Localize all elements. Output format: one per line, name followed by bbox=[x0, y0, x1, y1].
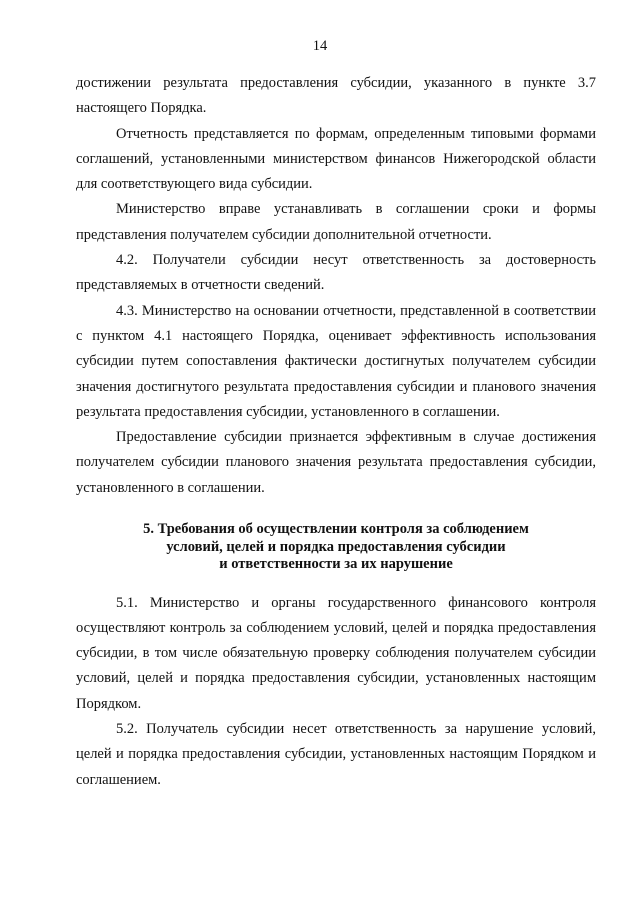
paragraph-5-2: 5.2. Получатель субсидии несет ответственность за нарушение условий, целей и порядка предоставления субсидии, установленных настоящим Порядком и соглашением. bbox=[76, 721, 596, 788]
section-heading-line: условий, целей и порядка предоставления субсидии bbox=[166, 538, 506, 555]
paragraph-effectiveness: Предоставление субсидии признается эффективным в случае достижения получателем субсидии планового значения результата предоставления субсидии, установленного в соглашении. bbox=[76, 429, 596, 496]
page-number: 14 bbox=[312, 38, 328, 54]
document-body bbox=[76, 71, 596, 793]
section-heading-5 bbox=[76, 501, 596, 591]
section-heading-line: 5. Требования об осуществлении контроля за соблюдением bbox=[143, 521, 529, 538]
paragraph-5-1: 5.1. Министерство и органы государственного финансового контроля осуществляют контроль за соблюдением условий, целей и порядка предоставления субсидии, в том числе обязательную проверку соблюдения получателем субсидии условий, целей и порядка предоставления субсидии, установленных настоящим Порядком. bbox=[76, 594, 596, 712]
paragraph-4-3: 4.3. Министерство на основании отчетности, представленной в соответствии с пунктом 4.1 настоящего Порядка, оценивает эффективность использования субсидии путем сопоставления фактически достигнутых получателем субсидии значения достигнутого результата предоставления субсидии и планового значения результата предоставления субсидии, установленного в соглашении. bbox=[76, 302, 596, 420]
paragraph-continuation: достижении результата предоставления субсидии, указанного в пункте 3.7 настоящего Порядка. bbox=[76, 75, 596, 117]
paragraph-reporting-forms: Отчетность представляется по формам, определенным типовыми формами соглашений, установленными министерством финансов Нижегородской области для соответствующего вида субсидии. bbox=[76, 125, 596, 193]
paragraph-4-2: 4.2. Получатели субсидии несут ответственность за достоверность представляемых в отчетности сведений. bbox=[76, 252, 596, 294]
section-heading-line: и ответственности за их нарушение bbox=[219, 556, 453, 573]
paragraph-additional-reporting: Министерство вправе устанавливать в соглашении сроки и формы представления получателем субсидии дополнительной отчетности. bbox=[76, 201, 596, 243]
